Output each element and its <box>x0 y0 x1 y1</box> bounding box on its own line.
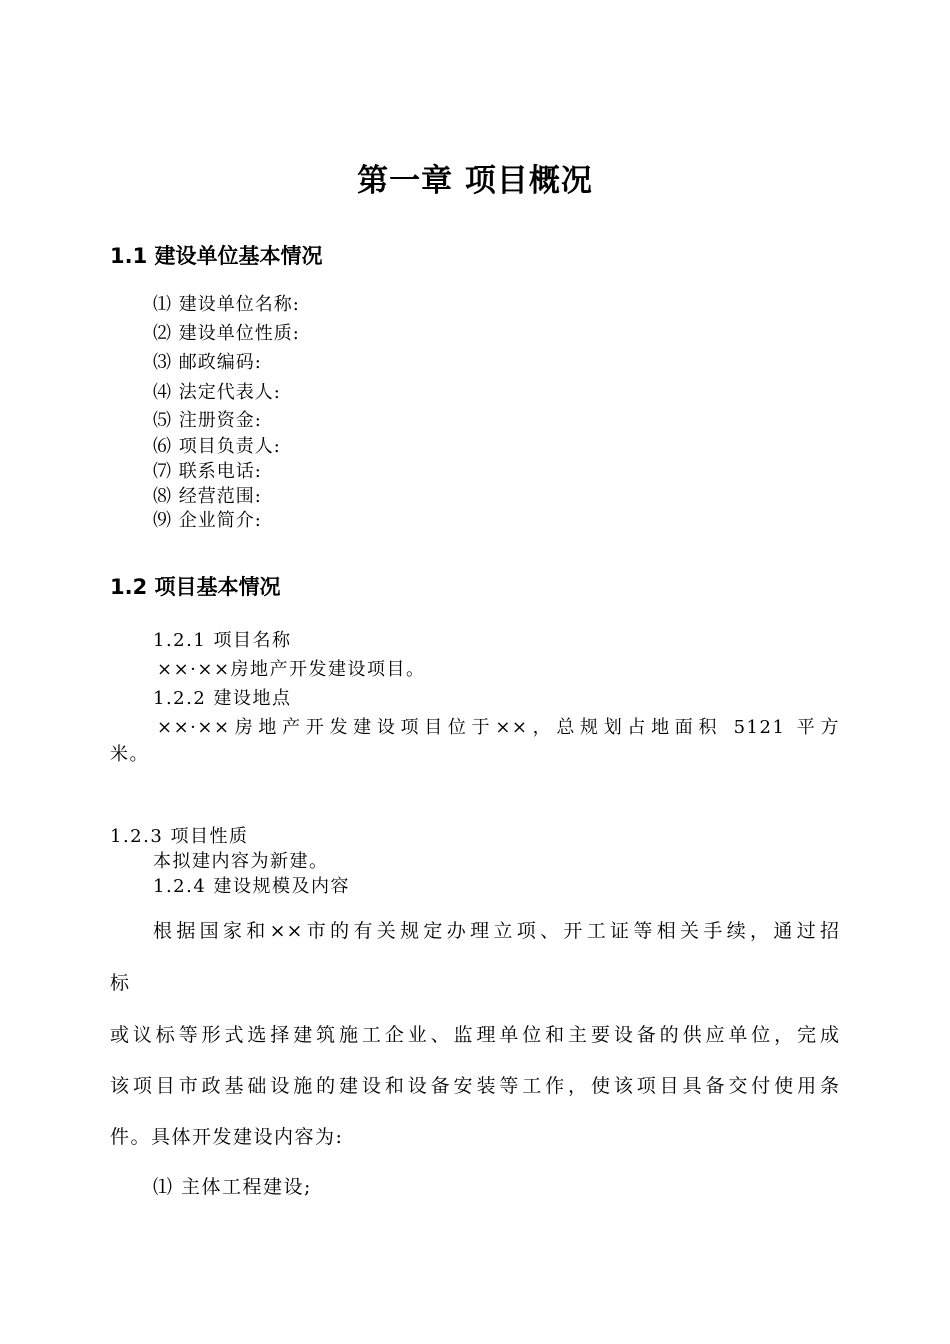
subsection-title-1-2-3: 1.2.3 项目性质 <box>110 826 249 847</box>
paragraph-line: 件。具体开发建设内容为: <box>110 1126 344 1148</box>
list-item: ⑴ 建设单位名称: <box>153 294 300 315</box>
list-item: ⑻ 经营范围: <box>153 486 262 507</box>
list-item: ⑶ 邮政编码: <box>153 352 262 373</box>
list-item: ⑺ 联系电话: <box>153 461 262 482</box>
paragraph-line: 根据国家和××市的有关规定办理立项、开工证等相关手续，通过招 <box>153 920 840 942</box>
paragraph-line: 标 <box>110 972 131 994</box>
subsection-title-1-2-2: 1.2.2 建设地点 <box>153 688 292 709</box>
project-name-text: ××·××房地产开发建设项目。 <box>157 659 426 680</box>
section-heading-1-1: 1.1 建设单位基本情况 <box>110 244 323 268</box>
subsection-title-1-2-4: 1.2.4 建设规模及内容 <box>153 876 351 897</box>
list-item: ⑸ 注册资金: <box>153 410 262 431</box>
construction-item-1: ⑴ 主体工程建设; <box>153 1176 312 1198</box>
section-heading-1-2: 1.2 项目基本情况 <box>110 575 281 599</box>
chapter-title: 第一章 项目概况 <box>357 163 593 199</box>
list-item: ⑼ 企业简介: <box>153 510 262 531</box>
paragraph-line: 该项目市政基础设施的建设和设备安装等工作，使该项目具备交付使用条 <box>110 1075 840 1097</box>
project-nature-text: 本拟建内容为新建。 <box>153 851 329 872</box>
list-item: ⑵ 建设单位性质: <box>153 323 300 344</box>
location-text-line2: 米。 <box>110 744 149 765</box>
paragraph-line: 或议标等形式选择建筑施工企业、监理单位和主要设备的供应单位，完成 <box>110 1024 840 1046</box>
list-item: ⑷ 法定代表人: <box>153 382 281 403</box>
subsection-title-1-2-1: 1.2.1 项目名称 <box>153 630 292 651</box>
location-text-line1: ××·××房地产开发建设项目位于××，总规划占地面积 5121 平方 <box>157 717 840 738</box>
list-item: ⑹ 项目负责人: <box>153 436 281 457</box>
